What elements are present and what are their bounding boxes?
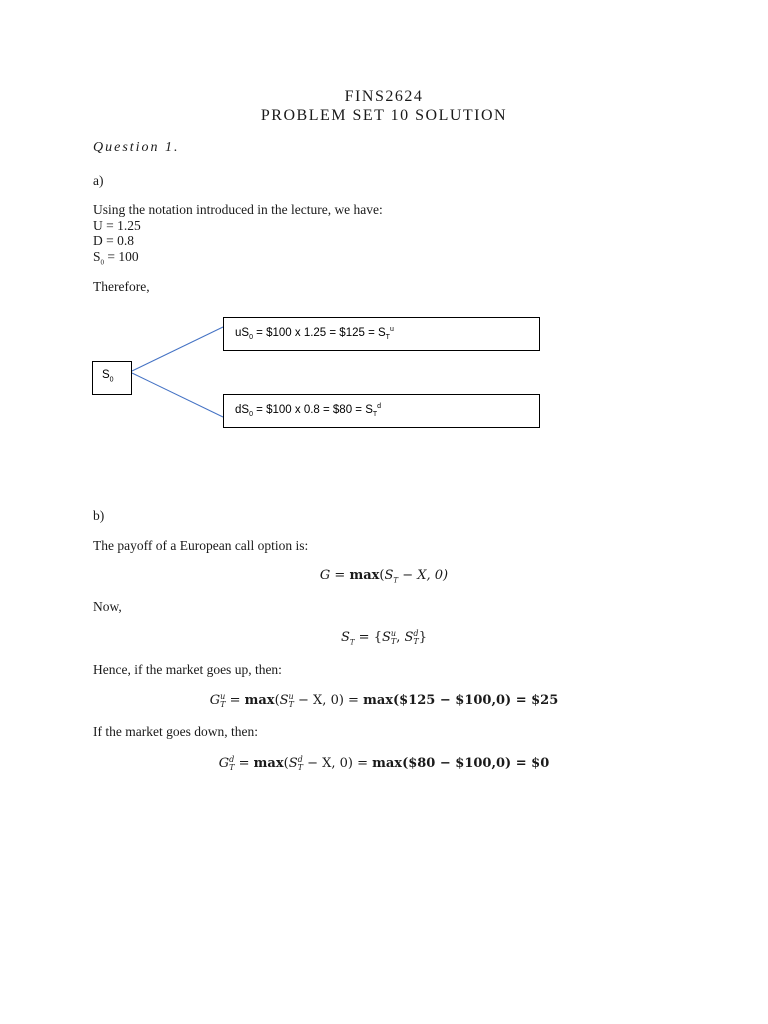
up-branch-line (132, 327, 223, 371)
down-node: $dS_0$ = $100 x 0.8 = $80 = $S_T^d$ (223, 394, 540, 428)
market-up-text: Hence, if the market goes up, then: (93, 662, 282, 677)
part-a-label: a) (93, 173, 104, 188)
question-label: Question 1. (93, 140, 180, 155)
u-value: U = 1.25 (93, 217, 141, 233)
up-payoff-equation: Gu T = max(Su T − X, 0) = max($125 − $100,0) = $25 (209, 692, 559, 709)
states-equation: $S_T = \{Su$ T, Sd T} (340, 629, 428, 647)
d-value: D = 0.8 (93, 233, 134, 248)
now-text: Now, (93, 599, 122, 614)
root-node-s0: $S_0$ (92, 361, 132, 395)
notation-intro: Using the notation introduced in the lecture, we have: (93, 202, 383, 217)
payoff-equation: $G = \max(S_T - X$, 0) (319, 568, 449, 585)
part-b-label: b) (93, 508, 105, 523)
down-payoff-equation: Gd T = max(Sd T − X, 0) = max($80 − $100,0) = $0 (218, 755, 550, 772)
up-node: $uS_0$ = $100 x 1.25 = $125 = $S_T^u$ (223, 317, 540, 351)
document-title: PROBLEM SET 10 SOLUTION (260, 107, 508, 124)
s0-value: $S_0 = 100$ (93, 248, 139, 267)
payoff-intro: The payoff of a European call option is: (93, 538, 309, 553)
market-down-text: If the market goes down, then: (93, 724, 258, 739)
therefore-text: Therefore, (93, 279, 150, 294)
course-code: FINS2624 (344, 88, 424, 105)
down-branch-line (132, 373, 223, 417)
